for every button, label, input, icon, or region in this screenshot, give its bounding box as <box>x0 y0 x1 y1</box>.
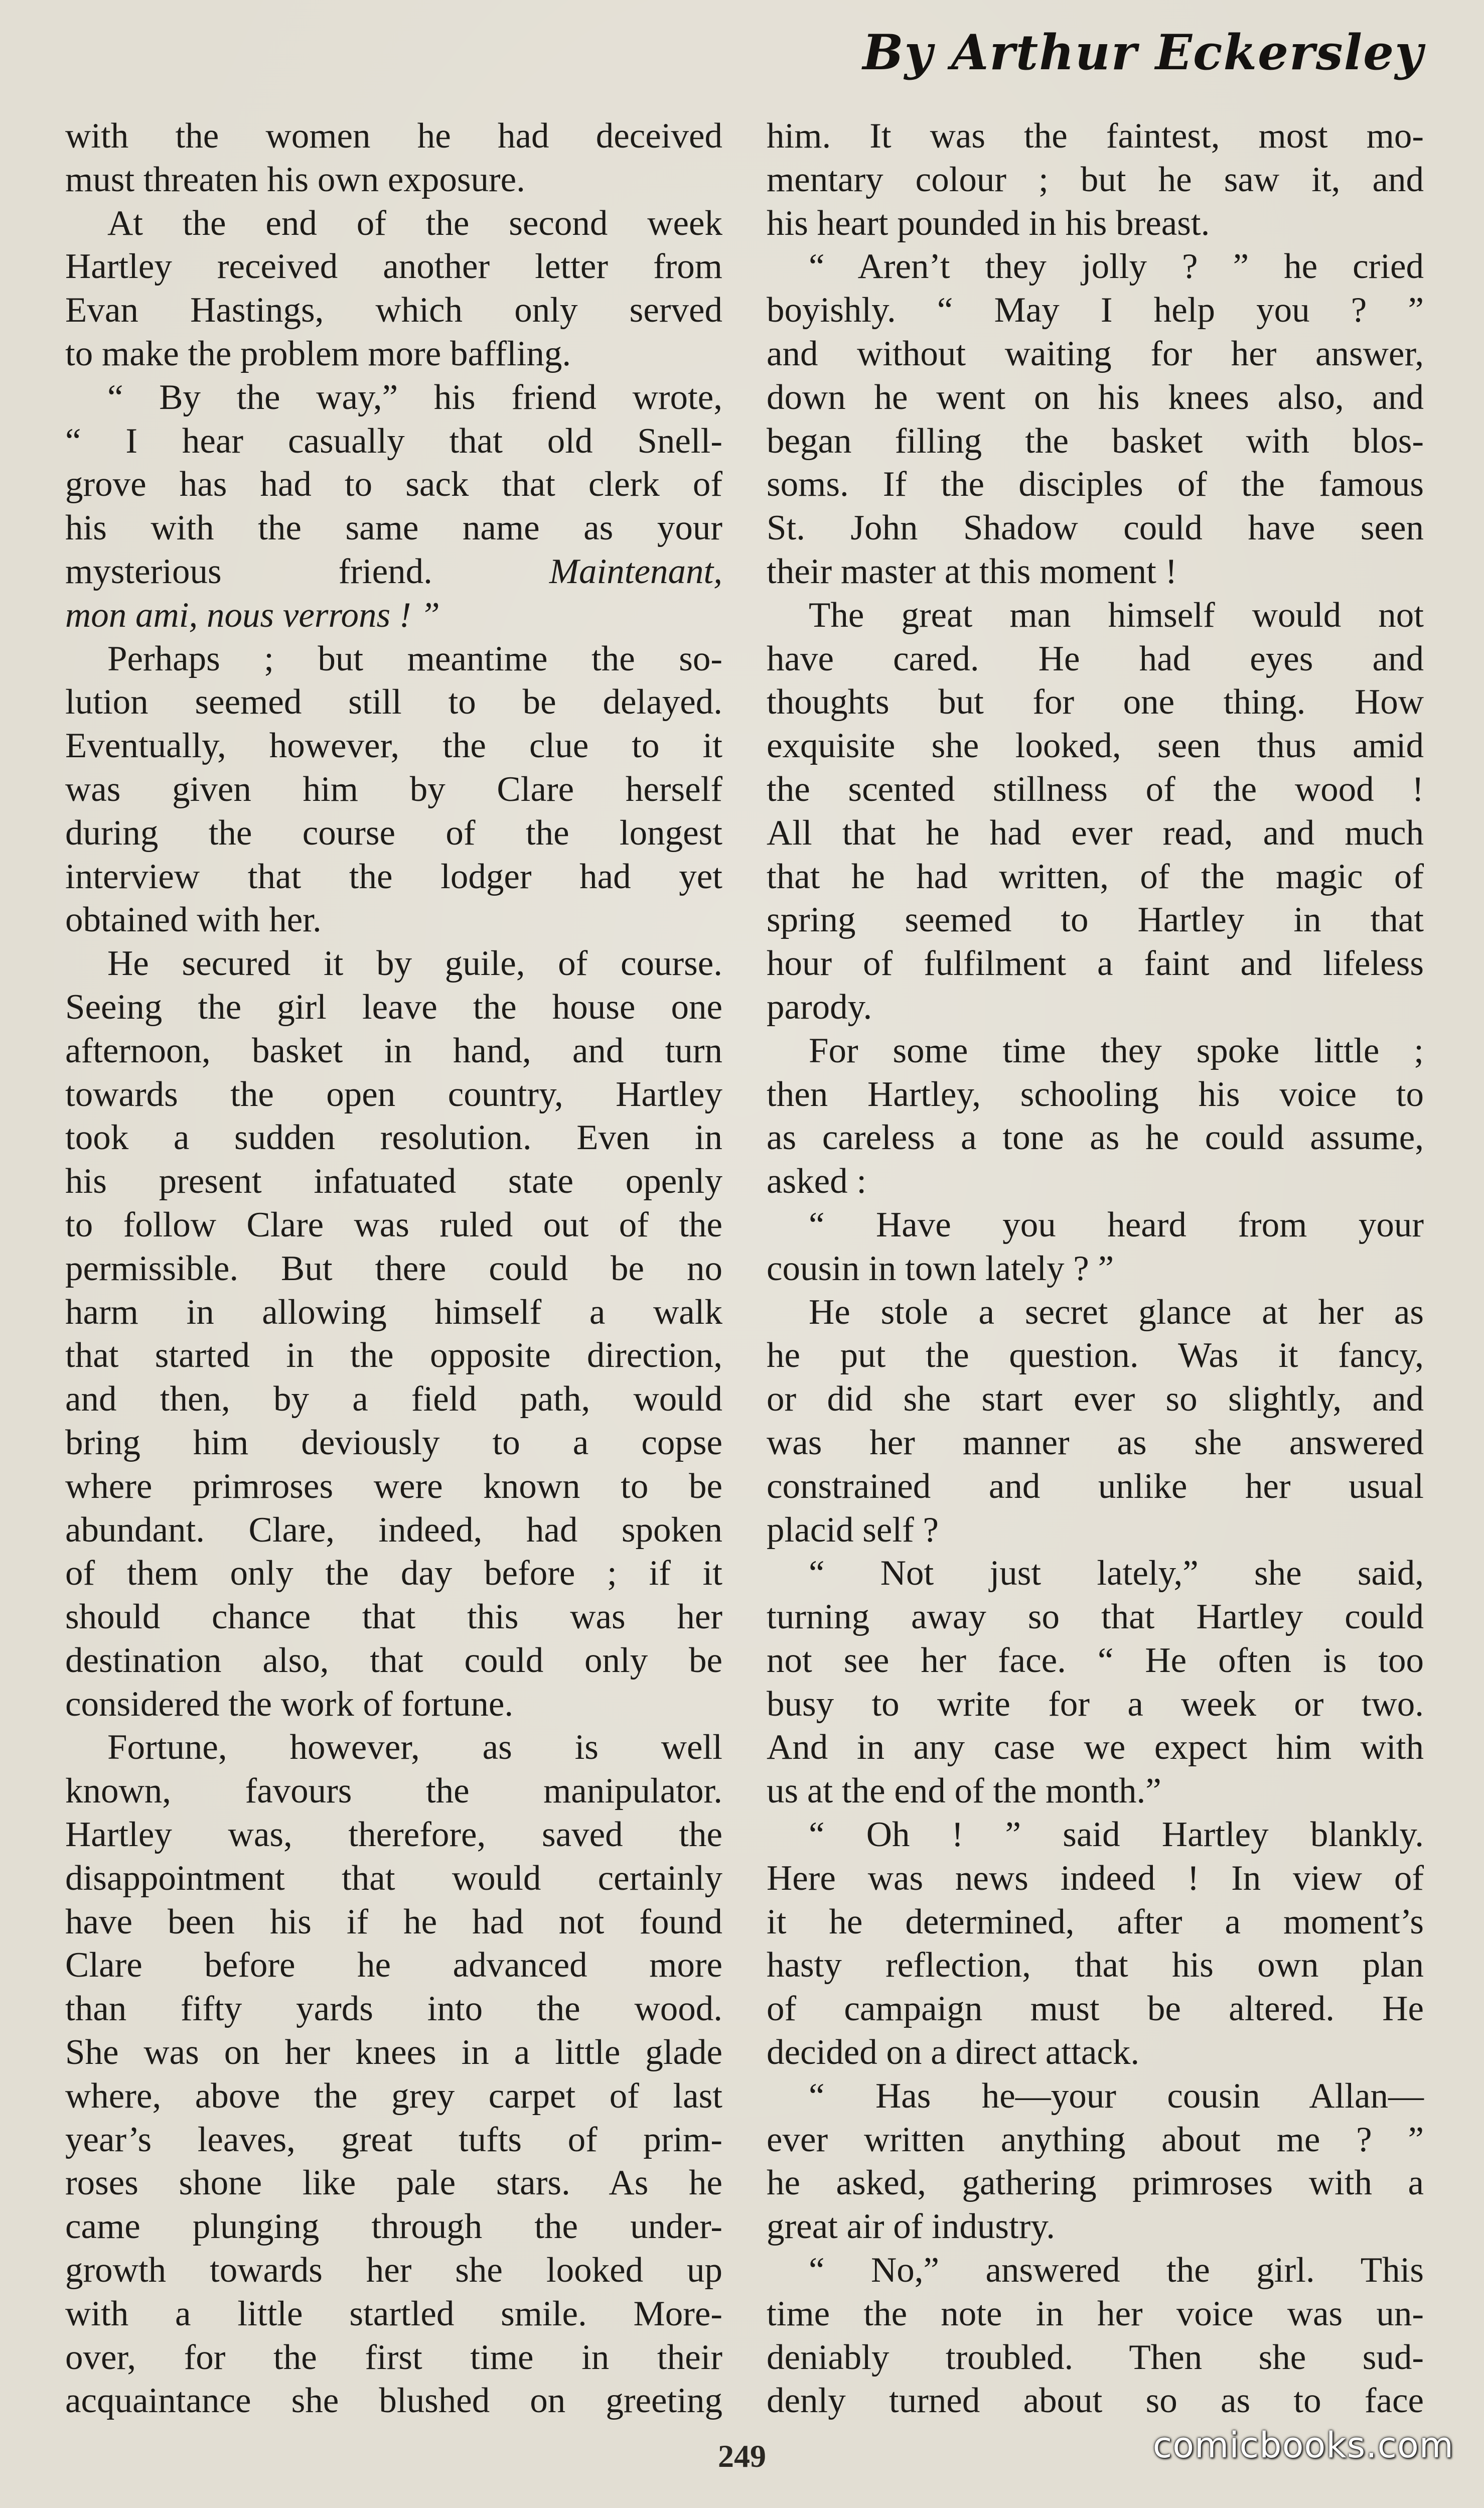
text-line: deniably troubled. Then she sud- <box>767 2337 1424 2377</box>
text-line: thoughts but for one thing. How <box>767 682 1424 722</box>
text-line: mentary colour ; but he saw it, and <box>767 160 1424 199</box>
text-line: he put the question. Was it fancy, <box>767 1336 1424 1375</box>
text-line: spring seemed to Hartley in that <box>767 900 1424 940</box>
text-line: Hartley was, therefore, saved the <box>65 1815 722 1855</box>
text-line: took a sudden resolution. Even in <box>65 1118 722 1158</box>
author-byline: By Arthur Eckersley <box>862 24 1424 81</box>
text-line: during the course of the longest <box>65 813 722 853</box>
text-line: over, for the first time in their <box>65 2337 722 2377</box>
text-line: He secured it by guile, of course. <box>107 944 722 984</box>
text-line: Eventually, however, the clue to it <box>65 726 722 766</box>
text-line: towards the open country, Hartley <box>65 1074 722 1114</box>
text-line: his present infatuated state openly <box>65 1162 722 1201</box>
text-line: “ Oh ! ” said Hartley blankly. <box>809 1815 1424 1855</box>
text-line: or did she start ever so slightly, and <box>767 1379 1424 1419</box>
text-line: asked : <box>767 1162 867 1201</box>
text-line: The great man himself would not <box>809 595 1424 635</box>
text-line: was given him by Clare herself <box>65 769 722 809</box>
text-line: came plunging through the under- <box>65 2207 722 2247</box>
text-line: of them only the day before ; if it <box>65 1554 722 1593</box>
text-line: “ Has he—your cousin Allan— <box>809 2076 1424 2116</box>
text-line: abundant. Clare, indeed, had spoken <box>65 1510 722 1550</box>
text-line: and then, by a field path, would <box>65 1379 722 1419</box>
text-line: not see her face. “ He often is too <box>767 1640 1424 1680</box>
text-line: soms. If the disciples of the famous <box>767 465 1424 504</box>
right-text-column <box>767 114 1424 2423</box>
text-line: exquisite she looked, seen thus amid <box>767 726 1424 766</box>
text-line: denly turned about so as to face <box>767 2381 1424 2421</box>
text-line: Perhaps ; but meantime the so- <box>107 639 722 678</box>
text-line: he asked, gathering primroses with a <box>767 2163 1424 2203</box>
text-line: Clare before he advanced more <box>65 1945 722 1985</box>
text-line: and without waiting for her answer, <box>767 334 1424 373</box>
text-line: Here was news indeed ! In view of <box>767 1858 1424 1898</box>
text-line: mon ami, nous verrons ! ” <box>65 595 440 635</box>
text-line: permissible. But there could be no <box>65 1248 722 1288</box>
text-line: At the end of the second week <box>107 203 722 243</box>
text-line: “ I hear casually that old Snell- <box>65 421 722 461</box>
text-line: constrained and unlike her usual <box>767 1466 1424 1506</box>
text-line: roses shone like pale stars. As he <box>65 2163 722 2203</box>
text-line: have been his if he had not found <box>65 1902 722 1941</box>
text-line: For some time they spoke little ; <box>809 1031 1424 1070</box>
text-line: disappointment that would certainly <box>65 1858 722 1898</box>
text-line: parody. <box>767 987 872 1027</box>
text-line: where, above the grey carpet of last <box>65 2076 722 2116</box>
text-line: down he went on his knees also, and <box>767 377 1424 417</box>
text-line: ever written anything about me ? ” <box>767 2120 1424 2159</box>
text-line: him. It was the faintest, most mo- <box>767 116 1424 156</box>
text-line: busy to write for a week or two. <box>767 1684 1424 1724</box>
text-line: “ Aren’t they jolly ? ” he cried <box>809 247 1424 287</box>
text-line: it he determined, after a moment’s <box>767 1902 1424 1941</box>
text-line: afternoon, basket in hand, and turn <box>65 1031 722 1070</box>
page-number: 249 <box>718 2438 766 2474</box>
text-line: mysterious friend. Maintenant, <box>65 551 722 591</box>
text-line: boyishly. “ May I help you ? ” <box>767 291 1424 330</box>
text-line: time the note in her voice was un- <box>767 2294 1424 2333</box>
text-line: All that he had ever read, and much <box>767 813 1424 853</box>
left-text-column <box>65 114 722 2423</box>
text-line: considered the work of fortune. <box>65 1684 514 1724</box>
text-line: lution seemed still to be delayed. <box>65 682 722 722</box>
text-line: growth towards her she looked up <box>65 2251 722 2290</box>
text-line: hasty reflection, that his own plan <box>767 1945 1424 1985</box>
text-line: obtained with her. <box>65 900 322 940</box>
text-line: He stole a secret glance at her as <box>809 1292 1424 1332</box>
text-line: She was on her knees in a little glade <box>65 2033 722 2072</box>
text-line: turning away so that Hartley could <box>767 1597 1424 1637</box>
text-line: should chance that this was her <box>65 1597 722 1637</box>
text-line: acquaintance she blushed on greeting <box>65 2381 722 2421</box>
text-line: the scented stillness of the wood ! <box>767 769 1424 809</box>
text-line: was her manner as she answered <box>767 1423 1424 1462</box>
text-line: harm in allowing himself a walk <box>65 1292 722 1332</box>
text-line: began filling the basket with blos- <box>767 421 1424 461</box>
text-line: “ By the way,” his friend wrote, <box>107 377 722 417</box>
text-line: of campaign must be altered. He <box>767 1989 1424 2029</box>
text-line: to make the problem more baffling. <box>65 334 571 373</box>
text-line: destination also, that could only be <box>65 1640 722 1680</box>
text-line: great air of industry. <box>767 2207 1056 2247</box>
text-line: with the women he had deceived <box>65 116 722 156</box>
text-line: grove has had to sack that clerk of <box>65 465 722 504</box>
text-line: to follow Clare was ruled out of the <box>65 1205 722 1244</box>
text-line: interview that the lodger had yet <box>65 857 722 896</box>
text-line: Evan Hastings, which only served <box>65 291 722 330</box>
text-line: “ Not just lately,” she said, <box>809 1554 1424 1593</box>
text-line: his with the same name as your <box>65 508 722 548</box>
text-line: placid self ? <box>767 1510 939 1550</box>
text-line: cousin in town lately ? ” <box>767 1248 1114 1288</box>
text-line: bring him deviously to a copse <box>65 1423 722 1462</box>
text-line: Hartley received another letter from <box>65 247 722 287</box>
text-line: his heart pounded in his breast. <box>767 203 1210 243</box>
text-line: St. John Shadow could have seen <box>767 508 1424 548</box>
text-line: have cared. He had eyes and <box>767 639 1424 678</box>
text-line: Fortune, however, as is well <box>107 1728 722 1767</box>
text-line: with a little startled smile. More- <box>65 2294 722 2333</box>
text-line: decided on a direct attack. <box>767 2033 1140 2072</box>
text-line: their master at this moment ! <box>767 551 1177 591</box>
text-line: “ No,” answered the girl. This <box>809 2251 1424 2290</box>
text-line: where primroses were known to be <box>65 1466 722 1506</box>
text-line: as careless a tone as he could assume, <box>767 1118 1424 1158</box>
text-line: known, favours the manipulator. <box>65 1771 722 1811</box>
text-line: hour of fulfilment a faint and lifeless <box>767 944 1424 984</box>
text-line: Seeing the girl leave the house one <box>65 987 722 1027</box>
text-line: us at the end of the month.” <box>767 1771 1161 1811</box>
text-line: than fifty yards into the wood. <box>65 1989 722 2029</box>
text-line: then Hartley, schooling his voice to <box>767 1074 1424 1114</box>
watermark: comicbooks.com <box>1152 2425 1454 2466</box>
text-line: “ Have you heard from your <box>809 1205 1424 1244</box>
text-line: that started in the opposite direction, <box>65 1336 722 1375</box>
text-line: must threaten his own exposure. <box>65 160 525 199</box>
text-line: that he had written, of the magic of <box>767 857 1424 896</box>
text-line: And in any case we expect him with <box>767 1728 1424 1767</box>
text-line: year’s leaves, great tufts of prim- <box>65 2120 722 2159</box>
